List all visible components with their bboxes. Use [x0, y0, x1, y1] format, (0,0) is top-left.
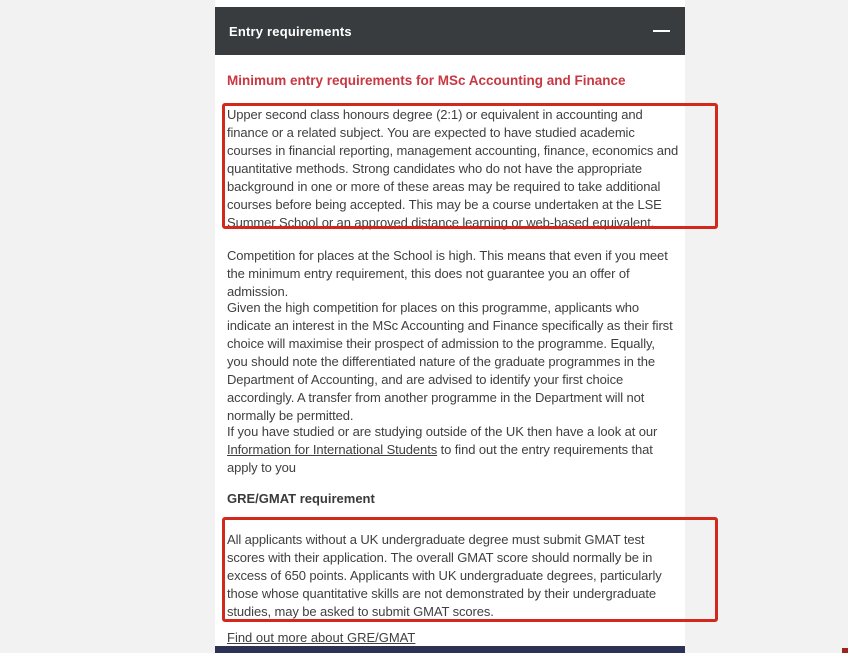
- paragraph-high-competition: Given the high competition for places on this programme, applicants who indicate an interest in the MSc Accounting and Finance specifically as their first choice will maximise their prospect of admission to the programme. Equally, you should note the differentiated nature of the graduate programmes in the Department of Accounting, and are advised to identify your first choice accordingly. A transfer from another programme in the Department will not normally be permitted.: [227, 300, 673, 423]
- subheading-gre-gmat: GRE/GMAT requirement: [227, 491, 375, 506]
- international-students-link[interactable]: Information for International Students: [227, 442, 438, 457]
- section-heading: Minimum entry requirements for MSc Accounting and Finance: [227, 73, 626, 88]
- paragraph-competition: Competition for places at the School is high. This means that even if you meet the minimum entry requirement, this does not guarantee you an offer of admission.: [227, 248, 668, 299]
- collapse-minus-icon[interactable]: [653, 30, 670, 32]
- paragraph-international: [227, 423, 679, 477]
- accordion-header-entry-requirements[interactable]: [215, 7, 685, 55]
- next-accordion-header-sliver[interactable]: [215, 646, 685, 653]
- paragraph-minimum-requirements: Upper second class honours degree (2:1) or equivalent in accounting and finance or a related subject. You are expected to have studied academic courses in financial reporting, management accounting, finance, economics and quantitative methods. Strong candidates who do not have the appropriate background in one or more of these areas may be required to take additional courses before being accepted. This may be a course undertaken at the LSE Summer School or an approved distance learning or web-based equivalent.: [227, 107, 679, 230]
- international-text-post: to find out the entry requirements that apply to you: [227, 442, 653, 475]
- annotation-corner-mark: [842, 648, 848, 653]
- gre-gmat-more-link[interactable]: Find out more about GRE/GMAT: [227, 630, 416, 645]
- international-text-pre: If you have studied or are studying outside of the UK then have a look at our: [227, 424, 658, 439]
- accordion-title: Entry requirements: [229, 23, 352, 39]
- paragraph-gmat: All applicants without a UK undergraduate degree must submit GMAT test scores with their application. The overall GMAT score should normally be in excess of 650 points. Applicants with UK undergraduate degrees, particularly those whose quantitative skills are not demonstrated by their undergraduate studies, may be asked to submit GMAT scores.: [227, 532, 662, 619]
